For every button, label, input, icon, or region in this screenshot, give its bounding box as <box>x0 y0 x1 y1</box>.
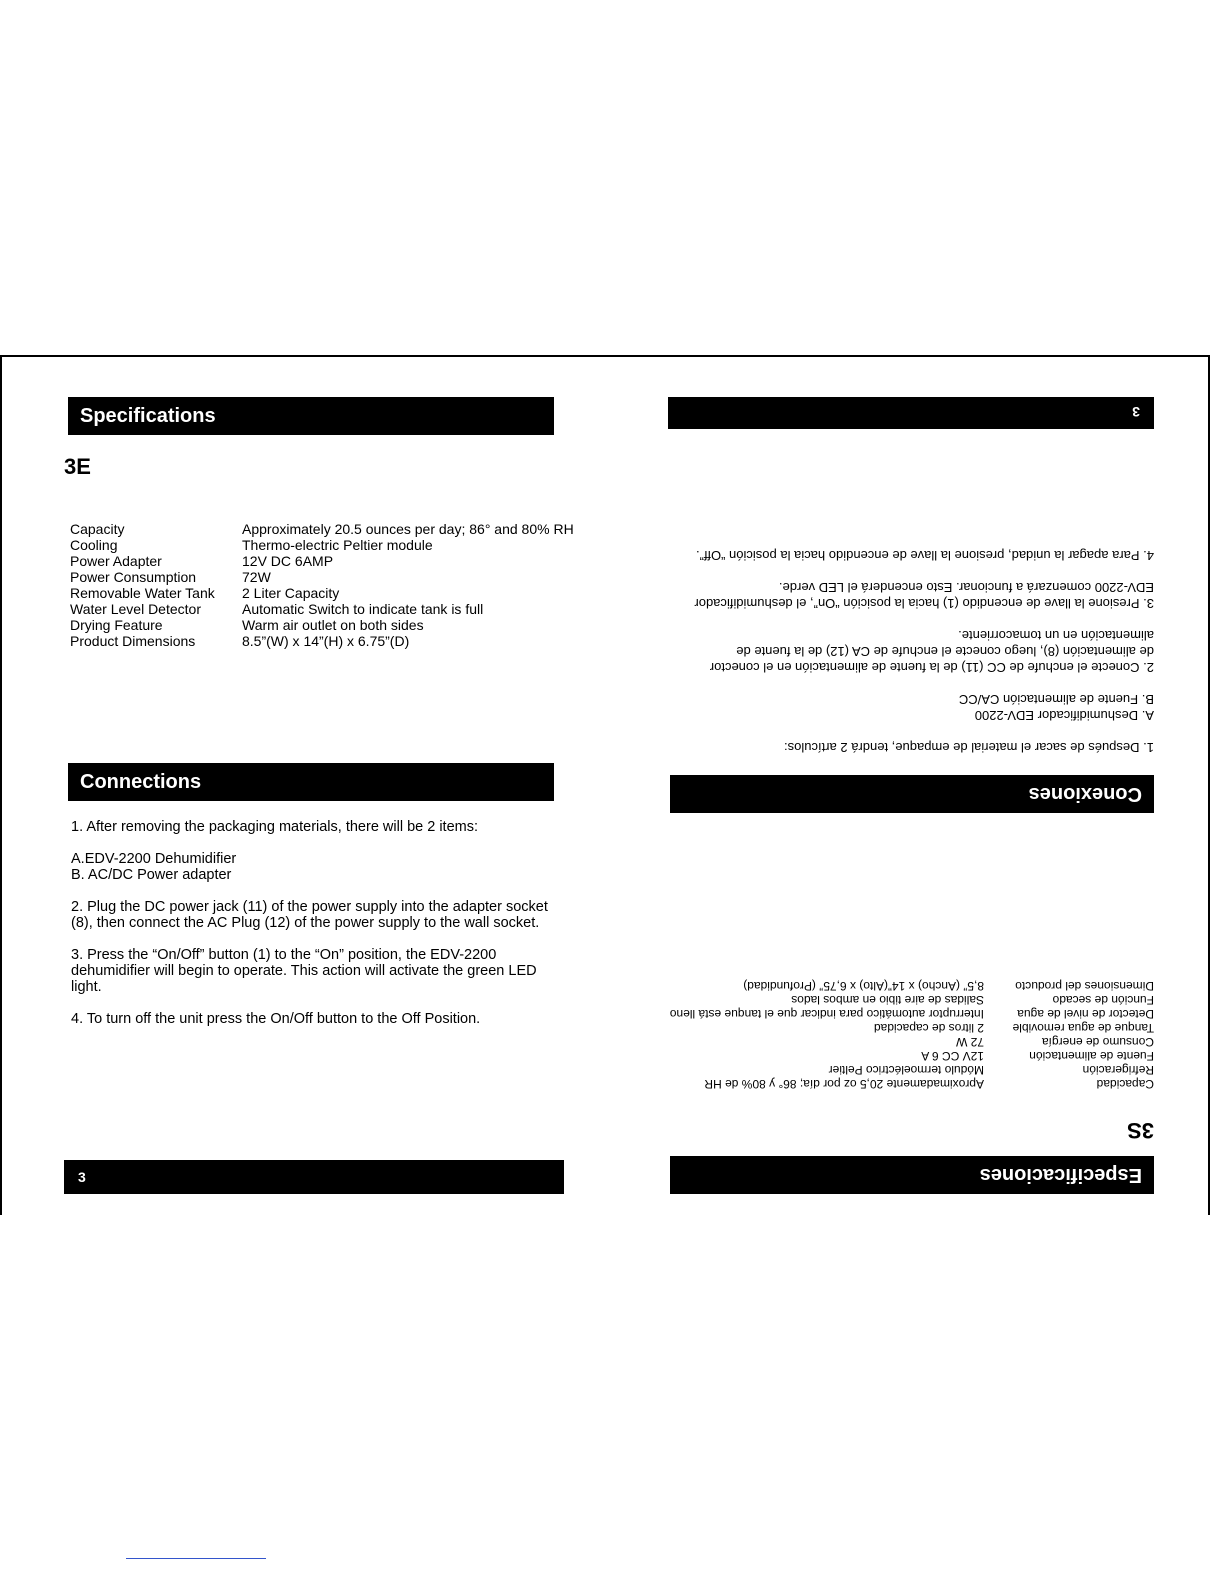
bottom-rule <box>126 1558 266 1559</box>
spec-value: 2 Liter Capacity <box>242 585 340 601</box>
conexiones-step-1: 1. Después de sacar el material de empaque, tendrá 2 artículos: <box>784 740 1154 755</box>
spec-label: Capacidad <box>1096 1077 1154 1091</box>
spec-label: Consumo de energía <box>1041 1035 1154 1049</box>
connections-item-a: A.EDV-2200 Dehumidifier <box>71 851 237 867</box>
spec-value: Approximately 20.5 ounces per day; 86° and 80% RH <box>242 521 574 537</box>
page-number-bar: 3 <box>64 1160 564 1194</box>
spec-label: Fuente de alimentación <box>1029 1049 1154 1063</box>
connections-step-3: 3. Press the “On/Off” button (1) to the “On” position, the EDV-2200 dehumidifier will begin to operate. This action will activate the green LED light. <box>71 947 537 995</box>
spec-label: Detector de nivel de agua <box>1017 1007 1154 1021</box>
spec-value: 72 W <box>955 1035 984 1049</box>
spec-label: Water Level Detector <box>70 601 201 617</box>
especificaciones-table <box>670 979 1154 1091</box>
conexiones-step-3: 3. Presione la llave de encendido (1) hacia la posición “On”, el deshumidificador EDV-2200 comenzará a funcionar. Esto encenderá el LED verde. <box>694 580 1154 611</box>
spec-value: Automatic Switch to indicate tank is full <box>242 601 484 617</box>
spec-row <box>670 1035 1154 1049</box>
specifications-code: 3E <box>64 454 91 479</box>
especificaciones-heading: Especificaciones <box>670 1156 1154 1194</box>
spec-row <box>670 1021 1154 1035</box>
spec-row <box>70 585 574 601</box>
connections-instructions <box>71 819 551 1043</box>
spec-value: Thermo-electric Peltier module <box>242 537 433 553</box>
connections-heading: Connections <box>68 763 554 801</box>
spec-value: 2 litros de capacidad <box>873 1021 984 1035</box>
spec-label: Power Adapter <box>70 553 162 569</box>
spec-value: 72W <box>242 569 271 585</box>
spec-row <box>70 537 574 553</box>
spec-label: Función de secado <box>1052 993 1154 1007</box>
conexiones-step-4: 4. Para apagar la unidad, presione la llave de encendido hacia la posición “Off”. <box>696 548 1154 563</box>
spec-row <box>670 979 1154 993</box>
spec-row <box>670 1007 1154 1021</box>
spec-label: Dimensiones del producto <box>1015 979 1154 993</box>
conexiones-instructions <box>692 531 1154 755</box>
specifications-heading: Specifications <box>68 397 554 435</box>
spec-row <box>670 1077 1154 1091</box>
spec-label: Capacity <box>70 521 125 537</box>
spec-label: Product Dimensions <box>70 633 196 649</box>
spec-row <box>70 633 574 649</box>
spec-row <box>70 553 574 569</box>
spec-row <box>70 617 574 633</box>
spec-value: Aproximadamente 20,5 oz por día; 86° y 80% de HR <box>704 1077 984 1091</box>
page-number-bar: 3 <box>668 397 1154 429</box>
specifications-table <box>70 521 574 649</box>
spec-label: Tanque de agua removible <box>1012 1021 1154 1035</box>
conexiones-item-b: B. Fuente de alimentación CA/CC <box>958 692 1154 707</box>
conexiones-item-a: A. Deshumidificador EDV-2200 <box>974 708 1154 723</box>
spec-value: Salidas de aire tibio en ambos lados <box>791 993 984 1007</box>
spec-value: Warm air outlet on both sides <box>242 617 424 633</box>
spec-value: 8.5”(W) x 14”(H) x 6.75”(D) <box>242 633 410 649</box>
connections-step-2: 2. Plug the DC power jack (11) of the power supply into the adapter socket (8), then connect the AC Plug (12) of the power supply to the wall socket. <box>71 899 548 931</box>
spec-row <box>70 521 574 537</box>
spec-value: Módulo termoeléctrico Peltier <box>828 1063 984 1077</box>
conexiones-step-2: 2. Conecte el enchufe de CC (11) de la fuente de alimentación en el conector de alimentación (8), luego conecte el enchufe de CA (12) de la fuente de alimentación en un tomacorriente. <box>709 628 1154 675</box>
conexiones-heading: Conexiones <box>670 775 1154 813</box>
spec-row <box>70 601 574 617</box>
spec-value: 12V CC 6 A <box>921 1049 984 1063</box>
spec-row <box>70 569 574 585</box>
spec-value: 12V DC 6AMP <box>242 553 334 569</box>
spec-value: 8,5” (Ancho) x 14”(Alto) x 6,75” (Profundidad) <box>743 979 984 993</box>
spec-row <box>670 1063 1154 1077</box>
connections-item-b: B. AC/DC Power adapter <box>71 867 232 883</box>
spec-label: Cooling <box>70 537 118 553</box>
spanish-page <box>612 0 1224 1584</box>
spec-row <box>670 1049 1154 1063</box>
spec-value: Interruptor automático para indicar que el tanque está lleno <box>669 1007 984 1021</box>
spec-label: Refrigeración <box>1082 1063 1154 1077</box>
connections-step-1: 1. After removing the packaging materials, there will be 2 items: <box>71 819 478 835</box>
spec-label: Drying Feature <box>70 617 163 633</box>
spec-label: Power Consumption <box>70 569 197 585</box>
spec-row <box>670 993 1154 1007</box>
especificaciones-code: 3S <box>1127 1118 1154 1143</box>
connections-step-4: 4. To turn off the unit press the On/Off button to the Off Position. <box>71 1011 481 1027</box>
spec-label: Removable Water Tank <box>70 585 215 601</box>
